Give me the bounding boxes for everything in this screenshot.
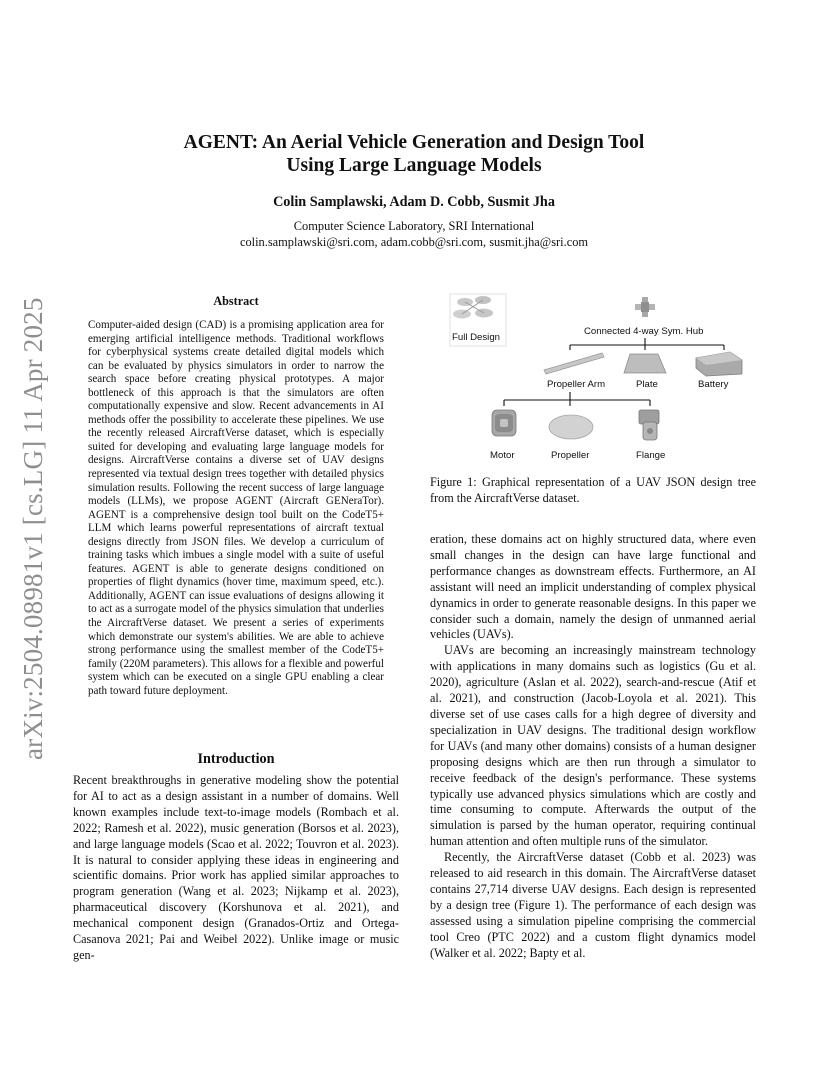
propeller-arm-icon xyxy=(544,353,604,374)
author-emails: colin.samplawski@sri.com, adam.cobb@sri.com, susmit.jha@sri.com xyxy=(239,235,589,249)
abstract-text: Computer-aided design (CAD) is a promising application area for emerging artificial intelligence methods. Traditional workflows for cyberphysical systems create detailed digital models which can be evaluated by physics simulators in order to narrow the search space before creating physical prototypes. A major bottleneck of this approach is that the simulators are often computationally expensive and slow. Recent advancements in AI methods offer the possibility to accelerate these pipelines. We use the recently released AircraftVerse dataset, which is especially suited for developing and evaluating large language models for designs. AircraftVerse contains a diverse set of UAV designs represented via textual design trees together with detailed physics simulation results. Following the recent success of large language models (LLMs), we propose AGENT (Aircraft GENeraTor). AGENT is a comprehensive design tool built on the CodeT5+ LLM which learns powerful representations of aircraft textual designs directly from JSON files. We develop a curriculum of training tasks which imbues a single model with a suite of useful features. AGENT is able to generate designs conditioned on properties of flight dynamics (hover time, maximum speed, etc.). Additionally, AGENT can issue evaluations of designs allowing it to act as a surrogate model of the physics simulation that underlies the AircraftVerse dataset. We present a series of experiments which demonstrate our system's abilities. We are able to achieve strong performance using the smallest member of the CodeT5+ family (220M parameters). This allows for a flexible and powerful system which can be executed on a single GPU enabling a clear path toward future deployment. xyxy=(88,319,384,697)
label-motor: Motor xyxy=(490,450,515,461)
arxiv-identifier: arXiv:2504.08981v1 [cs.LG] 11 Apr 2025 xyxy=(18,297,48,760)
figure-caption: Figure 1: Graphical representation of a UAV JSON design tree from the AircraftVerse dataset. xyxy=(430,475,756,505)
affiliation-lab: Computer Science Laboratory, SRI International xyxy=(293,219,535,233)
motor-icon xyxy=(492,410,516,436)
battery-icon xyxy=(696,352,742,376)
label-full-design: Full Design xyxy=(452,332,500,343)
author-list: Colin Samplawski, Adam D. Cobb, Susmit Jha xyxy=(273,194,555,210)
introduction-body xyxy=(73,773,399,964)
paper-title xyxy=(0,131,828,177)
body-paragraph: Recently, the AircraftVerse dataset (Cobb et al. 2023) was released to aid research in this domain. The AircraftVerse dataset contains 27,714 diverse UAV designs. Each design is represented by a design tree (Figure 1). The performance of each design was assessed using a simulation pipeline comprising the commercial tool Creo (PTC 2022) and a custom flight dynamics model (Walker et al. 2022; Bapty et al. xyxy=(430,850,756,960)
abstract-heading: Abstract xyxy=(213,294,259,308)
propeller-icon xyxy=(549,415,593,439)
label-hub: Connected 4-way Sym. Hub xyxy=(584,326,704,337)
figure-design-tree xyxy=(440,288,760,468)
hub-icon xyxy=(635,297,655,317)
label-propeller-arm: Propeller Arm xyxy=(547,379,606,390)
right-column-body xyxy=(430,532,756,961)
title-line-2: Using Large Language Models xyxy=(286,155,542,176)
flange-icon xyxy=(639,410,659,440)
introduction-heading: Introduction xyxy=(197,751,275,767)
title-line-1: AGENT: An Aerial Vehicle Generation and Design Tool xyxy=(183,132,645,153)
affiliation-block xyxy=(0,218,828,250)
body-paragraph: eration, these domains act on highly structured data, where even small changes in the design can have large functional and performance changes as downstream effects. Furthermore, an AI assistant will need an implicit understanding of complex physical dynamics in order to generate reasonable designs. In this paper we consider such a domain, namely the design of unmanned aerial vehicles (UAVs). xyxy=(430,532,756,642)
body-paragraph: UAVs are becoming an increasingly mainstream technology with applications in many domains such as logistics (Gu et al. 2020), agriculture (Aslan et al. 2022), search-and-rescue (Atif et al. 2021), and construction (Jacob-Loyola et al. 2021). This diverse set of use cases calls for a high degree of diversity and specialization in UAV designs. The traditional design workflow for UAVs (and many other domains) consists of a human designer proposing designs which are then run through a simulator to receive feedback of the design's performance. These systems typically use advanced physics simulations which are costly and time consuming to compute. Afterwards the output of the simulation is parsed by the human operator, requiring continual human attention and often multiple runs of the simulator. xyxy=(430,643,756,849)
label-plate: Plate xyxy=(636,379,658,390)
design-tree-diagram xyxy=(440,288,760,468)
label-flange: Flange xyxy=(636,450,666,461)
label-propeller: Propeller xyxy=(551,450,590,461)
introduction-paragraph: Recent breakthroughs in generative modeling show the potential for AI to act as a design assistant in a number of domains. Well known examples include text-to-image models (Rombach et al. 2022; Ramesh et al. 2022), music generation (Borsos et al. 2023), and large language models (Scao et al. 2022; Touvron et al. 2023). It is natural to consider applying these ideas in engineering and scientific domains. Prior work has applied similar approaches to program generation (Wang et al. 2023; Nijkamp et al. 2023), pharmaceutical discovery (Korshunova et al. 2021), and mechanical component design (Granados-Ortiz and Ortega-Casanova 2021; Pai and Weibel 2022). Unlike image or music gen- xyxy=(73,773,399,962)
plate-icon xyxy=(624,354,666,373)
label-battery: Battery xyxy=(698,379,729,390)
